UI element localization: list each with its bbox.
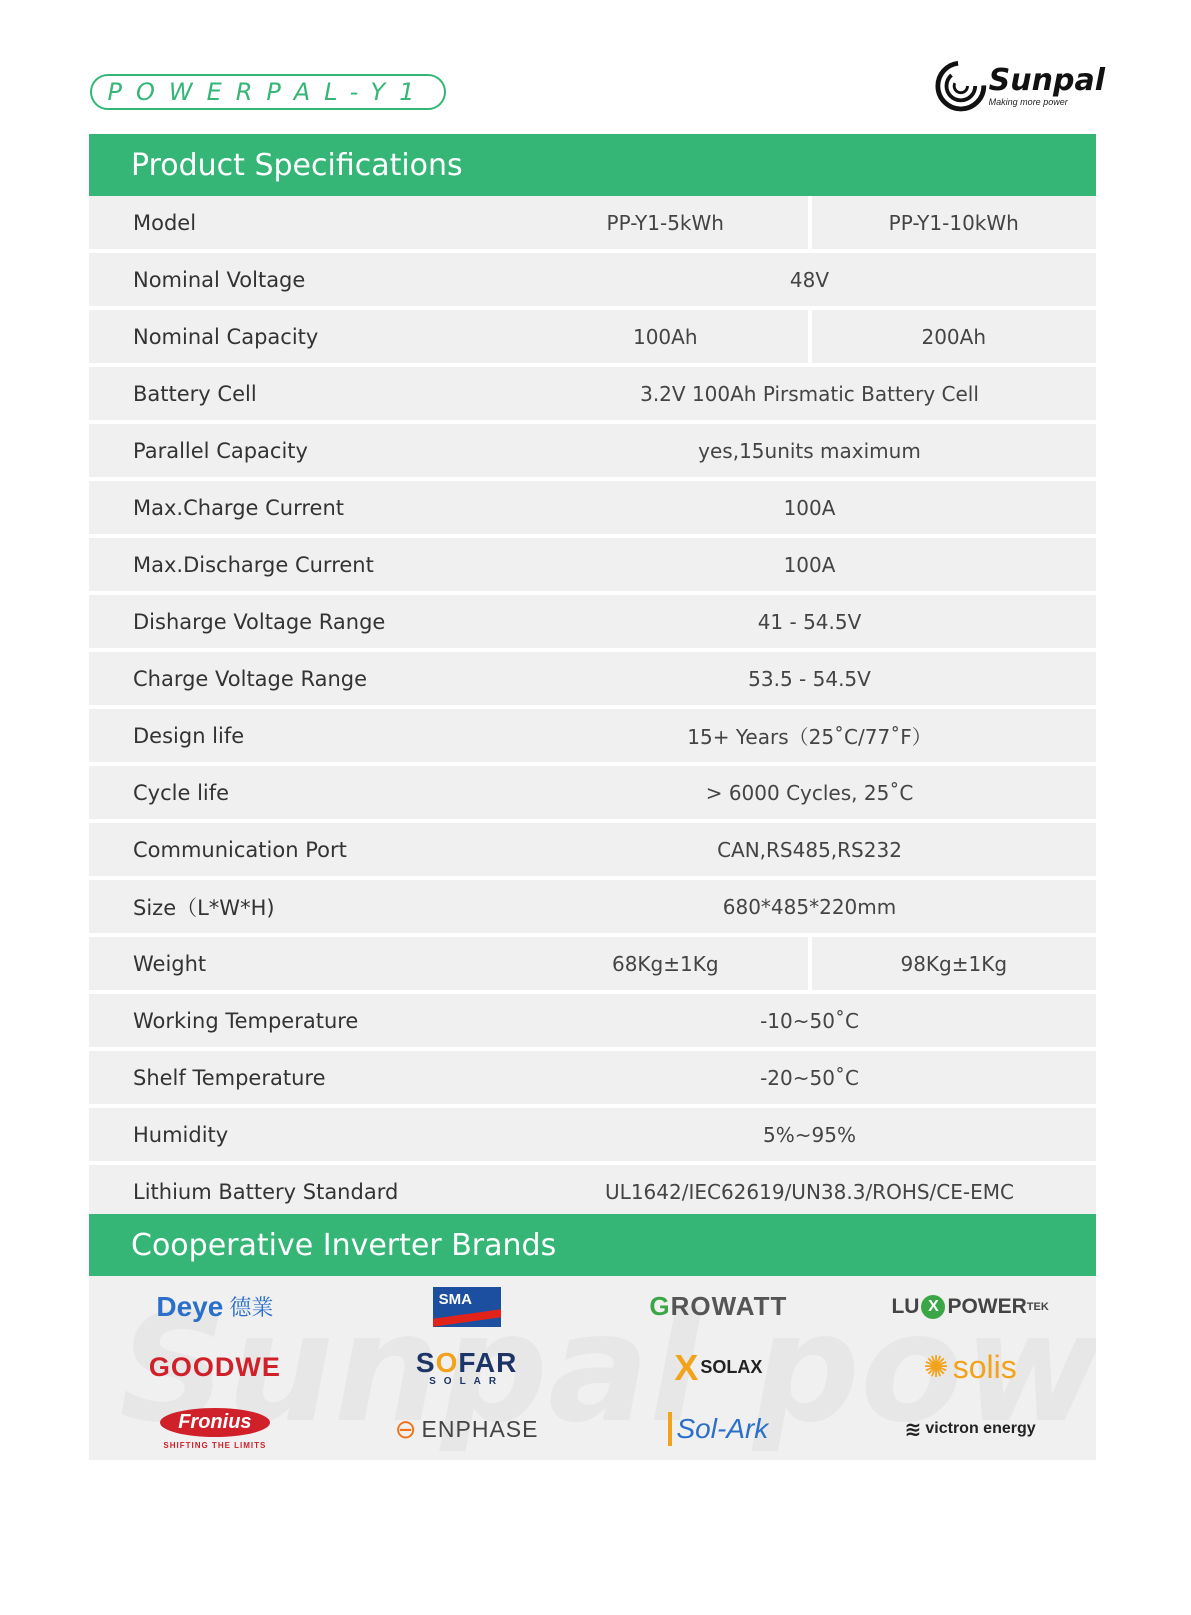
- solax-logo: [593, 1337, 845, 1398]
- sofar-logo: [341, 1337, 593, 1398]
- spec-label: Battery Cell: [133, 381, 257, 406]
- deye-text: Deye: [156, 1290, 224, 1322]
- lux-text: LU: [891, 1294, 920, 1318]
- spec-value: PP-Y1-5kWh: [606, 210, 724, 235]
- solax-text: SOLAX: [700, 1357, 763, 1378]
- deye-logo: [89, 1276, 341, 1337]
- spec-row: [89, 253, 1096, 306]
- spec-label: Model: [133, 210, 197, 235]
- spec-row: [89, 937, 1096, 990]
- spec-value: 100Ah: [632, 324, 698, 349]
- sun-icon: ✺: [923, 1351, 949, 1385]
- victron-waves-icon: ≋: [904, 1418, 922, 1441]
- spec-row: [89, 310, 1096, 363]
- spec-value: 98Kg±1Kg: [808, 937, 1097, 990]
- spec-value: yes,15units maximum: [698, 438, 921, 463]
- solark-bar-icon: [668, 1412, 672, 1446]
- brand-logo: [935, 58, 1105, 114]
- spec-value: > 6000 Cycles, 25˚C: [705, 780, 914, 805]
- deye-zh-text: 德業: [229, 1295, 274, 1321]
- luxpower-logo: [844, 1276, 1096, 1337]
- solark-logo: [593, 1399, 845, 1460]
- spec-row: [89, 709, 1096, 762]
- solark-text: Sol-Ark: [676, 1413, 769, 1445]
- spec-label: Communication Port: [133, 837, 347, 862]
- spec-row: [89, 481, 1096, 534]
- sma-text: SMA: [438, 1290, 472, 1308]
- spec-row: [89, 880, 1096, 933]
- lux-power-text: POWER: [947, 1294, 1027, 1318]
- spec-row: [89, 196, 1096, 249]
- fronius-text: Fronius: [160, 1408, 269, 1437]
- enphase-text: ENPHASE: [421, 1415, 539, 1442]
- spec-value: 53.5 - 54.5V: [748, 666, 871, 691]
- spec-row: [89, 652, 1096, 705]
- brand-name: Sunpal: [988, 62, 1105, 98]
- spec-row: [89, 424, 1096, 477]
- spec-value: 3.2V 100Ah Pirsmatic Battery Cell: [640, 381, 979, 406]
- growatt-logo: [593, 1276, 845, 1337]
- spec-value: 48V: [789, 267, 830, 292]
- spec-row: [89, 367, 1096, 420]
- enphase-icon: ⊖: [394, 1413, 418, 1444]
- fronius-tagline: SHIFTING THE LIMITS: [163, 1441, 267, 1451]
- spec-label: Parallel Capacity: [133, 438, 308, 463]
- spec-value: 680*485*220mm: [722, 894, 897, 919]
- brands-panel: [89, 1276, 1096, 1460]
- spec-value: 5%~95%: [763, 1122, 856, 1147]
- sofar-s: S: [415, 1346, 436, 1378]
- spec-value: 68Kg±1Kg: [611, 951, 719, 976]
- sofar-far: FAR: [458, 1346, 518, 1378]
- solis-text: solis: [952, 1349, 1017, 1386]
- growatt-g: G: [649, 1291, 671, 1322]
- brands-header: [89, 1214, 1096, 1276]
- spec-label: Humidity: [133, 1122, 229, 1147]
- spec-row: [89, 1165, 1096, 1218]
- spec-label: Cycle life: [133, 780, 230, 805]
- spec-value: UL1642/IEC62619/UN38.3/ROHS/CE-EMC: [605, 1179, 1014, 1204]
- spec-label: Weight: [133, 951, 207, 976]
- brand-tagline: Making more power: [988, 96, 1068, 107]
- sma-swoosh-icon: [433, 1308, 501, 1326]
- goodwe-logo: [89, 1337, 341, 1398]
- sofar-o: O: [435, 1346, 459, 1378]
- enphase-logo: [341, 1399, 593, 1460]
- spec-table: [89, 196, 1096, 1222]
- spec-label: Nominal Capacity: [133, 324, 319, 349]
- specs-header: [89, 134, 1096, 196]
- product-name: POWERPAL-Y1: [107, 78, 429, 106]
- fronius-logo: [89, 1399, 341, 1460]
- spec-row: [89, 1108, 1096, 1161]
- spec-value: 200Ah: [808, 310, 1097, 363]
- growatt-text: ROWATT: [670, 1291, 788, 1322]
- spec-value: -20~50˚C: [760, 1065, 859, 1090]
- spec-row: [89, 823, 1096, 876]
- lux-tek-text: TEK: [1026, 1300, 1049, 1313]
- solax-x-icon: X: [674, 1346, 699, 1388]
- spec-value: 100A: [783, 552, 836, 577]
- spec-label: Disharge Voltage Range: [133, 609, 386, 634]
- brands-title: Cooperative Inverter Brands: [131, 1227, 557, 1263]
- spec-value: -10~50˚C: [760, 1008, 859, 1033]
- spec-label: Size（L*W*H): [133, 895, 275, 920]
- spec-row: [89, 994, 1096, 1047]
- spec-row: [89, 766, 1096, 819]
- spec-value: CAN,RS485,RS232: [717, 837, 902, 862]
- solis-logo: [844, 1337, 1096, 1398]
- lux-x-icon: X: [921, 1295, 945, 1319]
- product-name-badge: [90, 74, 446, 110]
- spec-label: Nominal Voltage: [133, 267, 306, 292]
- spec-label: Design life: [133, 723, 245, 748]
- spec-value: 41 - 54.5V: [757, 609, 862, 634]
- spec-label: Max.Discharge Current: [133, 552, 374, 577]
- spec-row: [89, 595, 1096, 648]
- spec-label: Shelf Temperature: [133, 1065, 326, 1090]
- victron-text: victron energy: [925, 1420, 1036, 1438]
- spec-value: PP-Y1-10kWh: [808, 196, 1097, 249]
- spec-label: Charge Voltage Range: [133, 666, 368, 691]
- spec-label: Lithium Battery Standard: [133, 1179, 399, 1204]
- victron-logo: [844, 1399, 1096, 1460]
- spec-value: 15+ Years（25˚C/77˚F）: [687, 725, 932, 749]
- spec-value: 100A: [783, 495, 836, 520]
- spec-row: [89, 1051, 1096, 1104]
- goodwe-text: GOODWE: [148, 1352, 281, 1383]
- specs-title: Product Specifications: [131, 147, 463, 183]
- spec-label: Max.Charge Current: [133, 495, 344, 520]
- spec-row: [89, 538, 1096, 591]
- sma-logo: [341, 1276, 593, 1337]
- swirl-icon: [935, 59, 987, 113]
- spec-label: Working Temperature: [133, 1008, 359, 1033]
- sofar-sub: SOLAR: [429, 1375, 505, 1387]
